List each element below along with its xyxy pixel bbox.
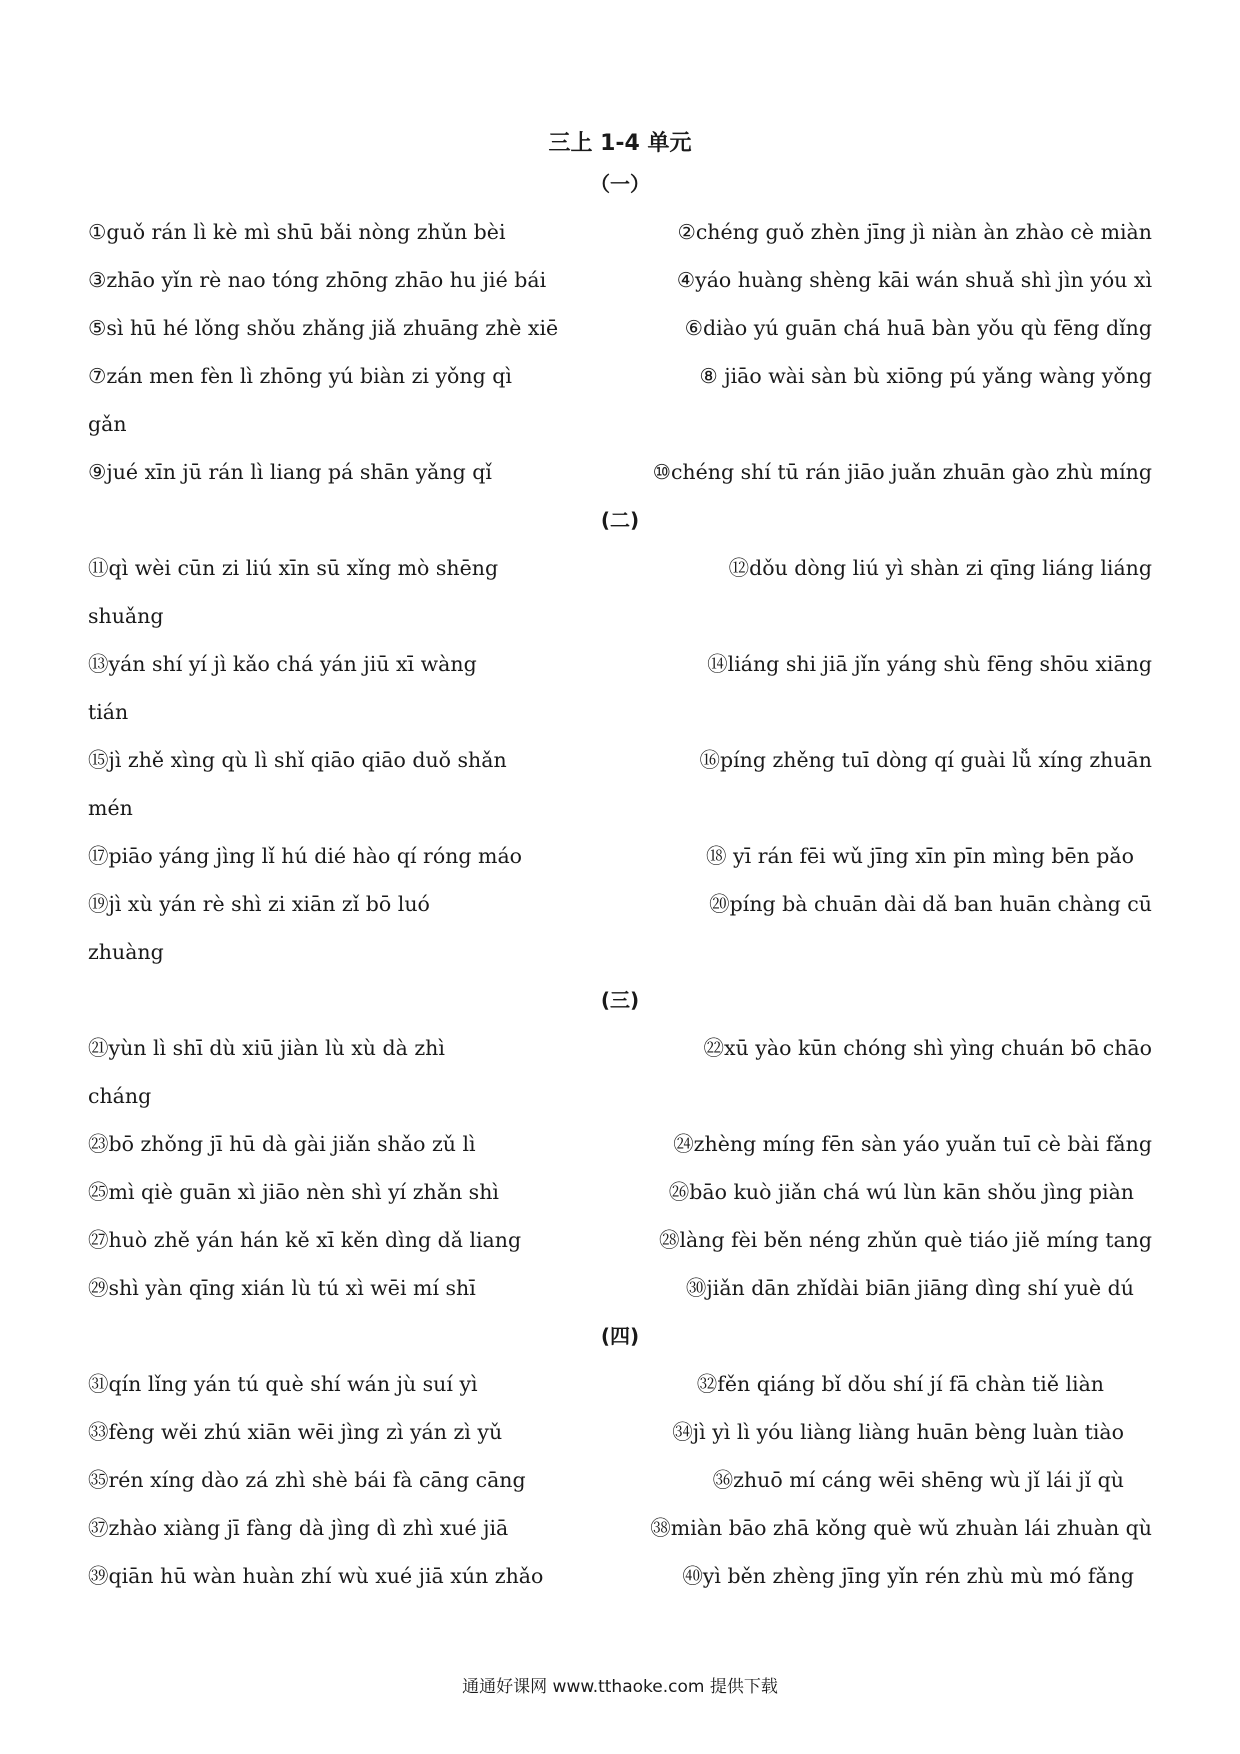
pinyin-group-22: ㉒xū yào kūn chóng shì yìng chuán bō chāo (703, 1036, 1152, 1060)
footer-text: 通通好课网 www.tthaoke.com 提供下载 (462, 1677, 778, 1697)
pinyin-group-14: ⑭liáng shi jiā jǐn yáng shù fēng shōu xiāng (707, 652, 1152, 676)
pinyin-group-24: ㉔zhèng míng fēn sàn yáo yuǎn tuī cè bài fǎng (673, 1132, 1152, 1156)
section-heading-3: (三) (600, 988, 640, 1012)
pinyin-row (88, 208, 1152, 256)
pinyin-group-27: ㉗huò zhě yán hán kě xī kěn dìng dǎ liang (88, 1228, 522, 1252)
pinyin-group-20-continued: zhuàng (88, 940, 164, 964)
pinyin-row-continuation (88, 784, 1152, 832)
pinyin-group-7: ⑦zán men fèn lì zhōng yú biàn zi yǒng qì (88, 364, 512, 388)
pinyin-row (88, 1264, 1152, 1312)
pinyin-row-continuation (88, 592, 1152, 640)
pinyin-group-3: ③zhāo yǐn rè nao tóng zhōng zhāo hu jié bái (88, 268, 547, 292)
pinyin-group-36: ㊱zhuō mí cáng wēi shēng wù jǐ lái jǐ qù (712, 1468, 1124, 1492)
pinyin-group-6: ⑥diào yú guān chá huā bàn yǒu qù fēng dǐng (684, 316, 1152, 340)
pinyin-group-37: ㊲zhào xiàng jī fàng dà jìng dì zhì xué jiā (88, 1516, 509, 1540)
pinyin-group-39: ㊴qiān hū wàn huàn zhí wù xué jiā xún zhǎo (88, 1564, 544, 1588)
pinyin-row (88, 448, 1152, 496)
pinyin-group-25: ㉕mì qiè guān xì jiāo nèn shì yí zhǎn shì (88, 1180, 499, 1204)
pinyin-group-29: ㉙shì yàn qīng xián lù tú xì wēi mí shī (88, 1276, 476, 1300)
pinyin-row (88, 1120, 1152, 1168)
pinyin-group-31: ㉛qín lǐng yán tú què shí wán jù suí yì (88, 1372, 478, 1396)
pinyin-row (88, 1504, 1152, 1552)
pinyin-group-2: ②chéng guǒ zhèn jīng jì niàn àn zhào cè miàn (677, 220, 1152, 244)
page-title: 三上 1-4 单元 (548, 131, 692, 156)
section-heading-2: (二) (600, 508, 640, 532)
pinyin-row (88, 1552, 1152, 1600)
pinyin-group-20: ⑳píng bà chuān dài dǎ ban huān chàng cū (709, 892, 1152, 916)
pinyin-group-15: ⑮jì zhě xìng qù lì shǐ qiāo qiāo duǒ shǎn (88, 748, 507, 772)
pinyin-row (88, 1408, 1152, 1456)
pinyin-group-8: ⑧ jiāo wài sàn bù xiōng pú yǎng wàng yǒng (699, 364, 1152, 388)
pinyin-row-continuation (88, 688, 1152, 736)
pinyin-row (88, 1168, 1152, 1216)
pinyin-group-4: ④yáo huàng shèng kāi wán shuǎ shì jìn yóu xì (676, 268, 1152, 292)
pinyin-row (88, 736, 1152, 784)
pinyin-group-32: ㉜fěn qiáng bǐ dǒu shí jí fā chàn tiě liàn (696, 1372, 1104, 1396)
pinyin-row (88, 544, 1152, 592)
pinyin-group-17: ⑰piāo yáng jìng lǐ hú dié hào qí róng máo (88, 844, 523, 868)
pinyin-row (88, 304, 1152, 352)
pinyin-group-1: ①guǒ rán lì kè mì shū bǎi nòng zhǔn bèi (88, 220, 506, 244)
section-heading-1: （一） (590, 172, 650, 196)
pinyin-row (88, 352, 1152, 400)
pinyin-group-21: ㉑yùn lì shī dù xiū jiàn lù xù dà zhì (88, 1036, 445, 1060)
pinyin-row (88, 1456, 1152, 1504)
pinyin-group-34: ㉞jì yì lì yóu liàng liàng huān bèng luàn tiào (672, 1420, 1124, 1444)
pinyin-group-18: ⑱ yī rán fēi wǔ jīng xīn pīn mìng bēn pǎo (706, 844, 1134, 868)
pinyin-group-5: ⑤sì hū hé lǒng shǒu zhǎng jiǎ zhuāng zhè xiē (88, 316, 559, 340)
pinyin-row-continuation (88, 1072, 1152, 1120)
pinyin-group-38: ㊳miàn bāo zhā kǒng què wǔ zhuàn lái zhuàn qù (650, 1516, 1152, 1540)
pinyin-group-12-continued: shuǎng (88, 604, 164, 628)
section-heading-4: (四) (600, 1324, 640, 1348)
pinyin-group-10: ⑩chéng shí tū rán jiāo juǎn zhuān gào zhù míng (652, 460, 1152, 484)
pinyin-row (88, 880, 1152, 928)
pinyin-row (88, 256, 1152, 304)
pinyin-group-30: ㉚jiǎn dān zhǐdài biān jiāng dìng shí yuè dú (685, 1276, 1134, 1300)
pinyin-group-16-continued: mén (88, 796, 133, 820)
pinyin-group-8-continued: gǎn (88, 412, 127, 436)
pinyin-row-continuation (88, 928, 1152, 976)
pinyin-row (88, 832, 1152, 880)
pinyin-row (88, 1216, 1152, 1264)
pinyin-row-continuation (88, 400, 1152, 448)
pinyin-group-22-continued: cháng (88, 1084, 152, 1108)
pinyin-group-28: ㉘làng fèi běn néng zhǔn què tiáo jiě míng tang (658, 1228, 1152, 1252)
pinyin-group-9: ⑨jué xīn jū rán lì liang pá shān yǎng qǐ (88, 460, 492, 484)
pinyin-group-40: ㊵yì běn zhèng jīng yǐn rén zhù mù mó fǎng (682, 1564, 1134, 1588)
pinyin-group-23: ㉓bō zhǒng jī hū dà gài jiǎn shǎo zǔ lì (88, 1132, 476, 1156)
pinyin-group-11: ⑪qì wèi cūn zi liú xīn sū xǐng mò shēng (88, 556, 499, 580)
pinyin-group-35: ㉟rén xíng dào zá zhì shè bái fà cāng cāng (88, 1468, 526, 1492)
pinyin-group-14-continued: tián (88, 700, 129, 724)
pinyin-group-12: ⑫dǒu dòng liú yì shàn zi qīng liáng liáng (728, 556, 1152, 580)
pinyin-row (88, 640, 1152, 688)
pinyin-row (88, 1024, 1152, 1072)
pinyin-group-26: ㉖bāo kuò jiǎn chá wú lùn kān shǒu jìng piàn (668, 1180, 1134, 1204)
pinyin-group-13: ⑬yán shí yí jì kǎo chá yán jiū xī wàng (88, 652, 477, 676)
pinyin-group-16: ⑯píng zhěng tuī dòng qí guài lǚ xíng zhuān (699, 748, 1152, 772)
pinyin-content (88, 160, 1152, 1600)
pinyin-row (88, 1360, 1152, 1408)
pinyin-group-19: ⑲jì xù yán rè shì zi xiān zǐ bō luó (88, 892, 430, 916)
pinyin-group-33: ㉝fèng wěi zhú xiān wēi jìng zì yán zì yǔ (88, 1420, 503, 1444)
